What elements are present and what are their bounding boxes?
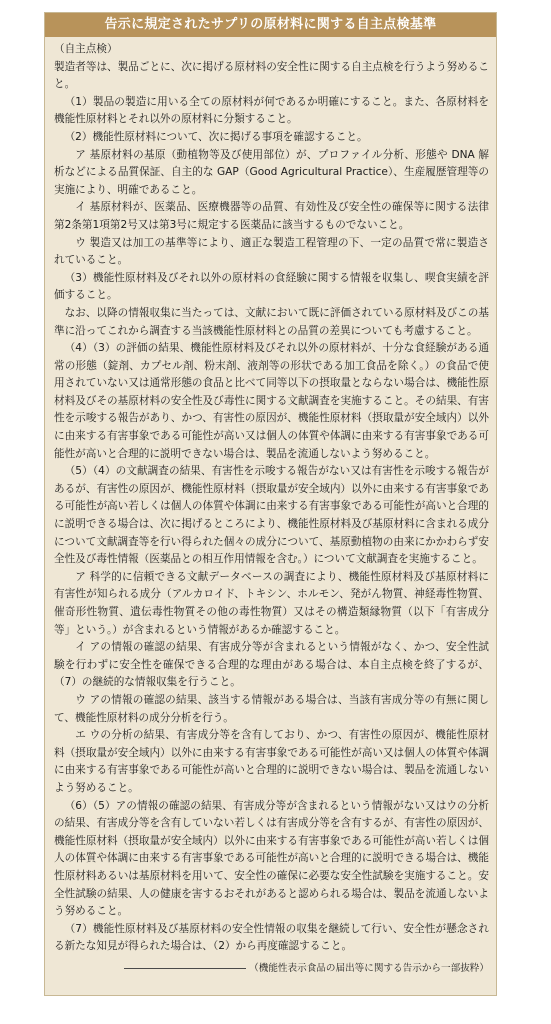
paragraph: イ アの情報の確認の結果、有害成分等が含まれるという情報がなく、かつ、安全性試験を行わずに安全性を確保できる合理的な理由がある場合は、本自主点検を終了するが、（7）の継続的な情報収集を行うこと。 (54, 641, 489, 689)
paragraph: （2）機能性原材料について、次に掲げる事項を確認すること。 (64, 130, 368, 143)
paragraph: （5）（4）の文献調査の結果、有害性を示唆する報告がない又は有害性を示唆する報告があるが、有害性の原因が、機能性原材料（摂取量が安全域内）以外に由来する有害事象である可能性が高い若しくは個人の体質や体調に由来する有害事象である可能性が高いと合理的に説明できる場合は、次に掲げるところにより、機能性原材料及び基原材料に含まれる成分について文献調査等を行い得られた個々の成分について、基原動植物の由来にかかわらず安全性及び毒性情報（医薬品との相互作用情報を含む。）について文献調査を実施すること。 (54, 465, 489, 566)
paragraph: エ ウの分析の結果、有害成分等を含有しており、かつ、有害性の原因が、機能性原材料（摂取量が安全域内）以外に由来する有害事象である可能性が高い又は個人の体質や体調に由来する有害事象である可能性が高いと合理的に説明できない場合は、製品を流通しないよう努めること。 (54, 729, 489, 794)
notice-panel (44, 12, 497, 996)
paragraph: ア 基原材料の基原（動植物等及び使用部位）が、プロファイル分析、形態や DNA 解析などによる品質保証、自主的な GAP（Good Agricultural Practice）、生産履歴管理等の実施により、明確であること。 (54, 148, 489, 196)
paragraph: なお、以降の情報収集に当たっては、文献において既に評価されている原材料及びこの基準に沿ってこれから調査する当該機能性原材料との品質の差異についても考慮すること。 (54, 306, 489, 337)
paragraph: ウ 製造又は加工の基準等により、適正な製造工程管理の下、一定の品質で常に製造されていること。 (54, 236, 489, 267)
source-note (54, 960, 489, 978)
paragraph: ウ アの情報の確認の結果、該当する情報がある場合は、当該有害成分等の有無に関して、機能性原材料の成分分析を行う。 (54, 693, 489, 724)
paragraph: 製造者等は、製品ごとに、次に掲げる原材料の安全性に関する自主点検を行うよう努めること。 (54, 60, 489, 91)
paragraph: （4）（3）の評価の結果、機能性原材料及びそれ以外の原材料が、十分な食経験がある通常の形態（錠剤、カプセル剤、粉末剤、液剤等の形状である加工食品を除く。）の食品で使用されていない又は通常形態の食品と比べて同等以下の摂取量とならない場合は、機能性原材料及びその基原材料の安全性及び毒性に関する文献調査を実施すること。その結果、有害性を示唆する報告があり、かつ、有害性の原因が、機能性原材料（摂取量が安全域内）以外に由来する有害事象である可能性が高い又は個人の体質や体調に由来する有害事象である可能性が高いと合理的に説明できない場合は、製品を流通しないよう努めること。 (54, 342, 489, 460)
source-note-text: （機能性表示食品の届出等に関する告示から一部抜粋） (249, 962, 489, 974)
source-rule (124, 968, 246, 969)
paragraph: （自主点検） (54, 43, 118, 55)
paragraph: （7）機能性原材料及び基原材料の安全性情報の収集を継続して行い、安全性が懸念される新たな知見が得られた場合は、（2）から再度確認すること。 (54, 922, 489, 953)
paragraph: （6）（5）アの情報の確認の結果、有害成分等が含まれるという情報がない又はウの分析の結果、有害成分等を含有していない若しくは有害成分等を含有するが、有害性の原因が、機能性原材料（摂取量が安全域内）以外に由来する有害事象である可能性が高い若しくは個人の体質や体調に由来する有害事象である可能性が高いと合理的に説明できる場合は、機能性原材料あるいは基原材料を用いて、安全性の確保に必要な安全性試験を実施すること。安全性試験の結果、人の健康を害するおそれがあると認められる場合は、製品を流通しないよう努めること。 (54, 799, 489, 918)
paragraph: （1）製品の製造に用いる全ての原材料が何であるか明確にすること。また、各原材料を機能性原材料とそれ以外の原材料に分類すること。 (54, 95, 489, 126)
paragraph: イ 基原材料が、医薬品、医療機器等の品質、有効性及び安全性の確保等に関する法律第2条第1項第2号又は第3号に規定する医薬品に該当するものでないこと。 (54, 201, 489, 231)
paragraph: （3）機能性原材料及びそれ以外の原材料の食経験に関する情報を収集し、喫食実績を評価すること。 (54, 271, 489, 302)
paragraph: ア 科学的に信頼できる文献データベースの調査により、機能性原材料及び基原材料に有害性が知られる成分（アルカロイド、トキシン、ホルモン、発がん物質、神経毒性物質、催奇形性物質、遺伝毒性物質その他の毒性物質）又はその構造類縁物質（以下「有害成分等」という。）が含まれるという情報があるか確認すること。 (54, 570, 489, 636)
panel-body (45, 37, 496, 956)
panel-title: 告示に規定されたサプリの原材料に関する自主点検基準 (45, 13, 496, 37)
